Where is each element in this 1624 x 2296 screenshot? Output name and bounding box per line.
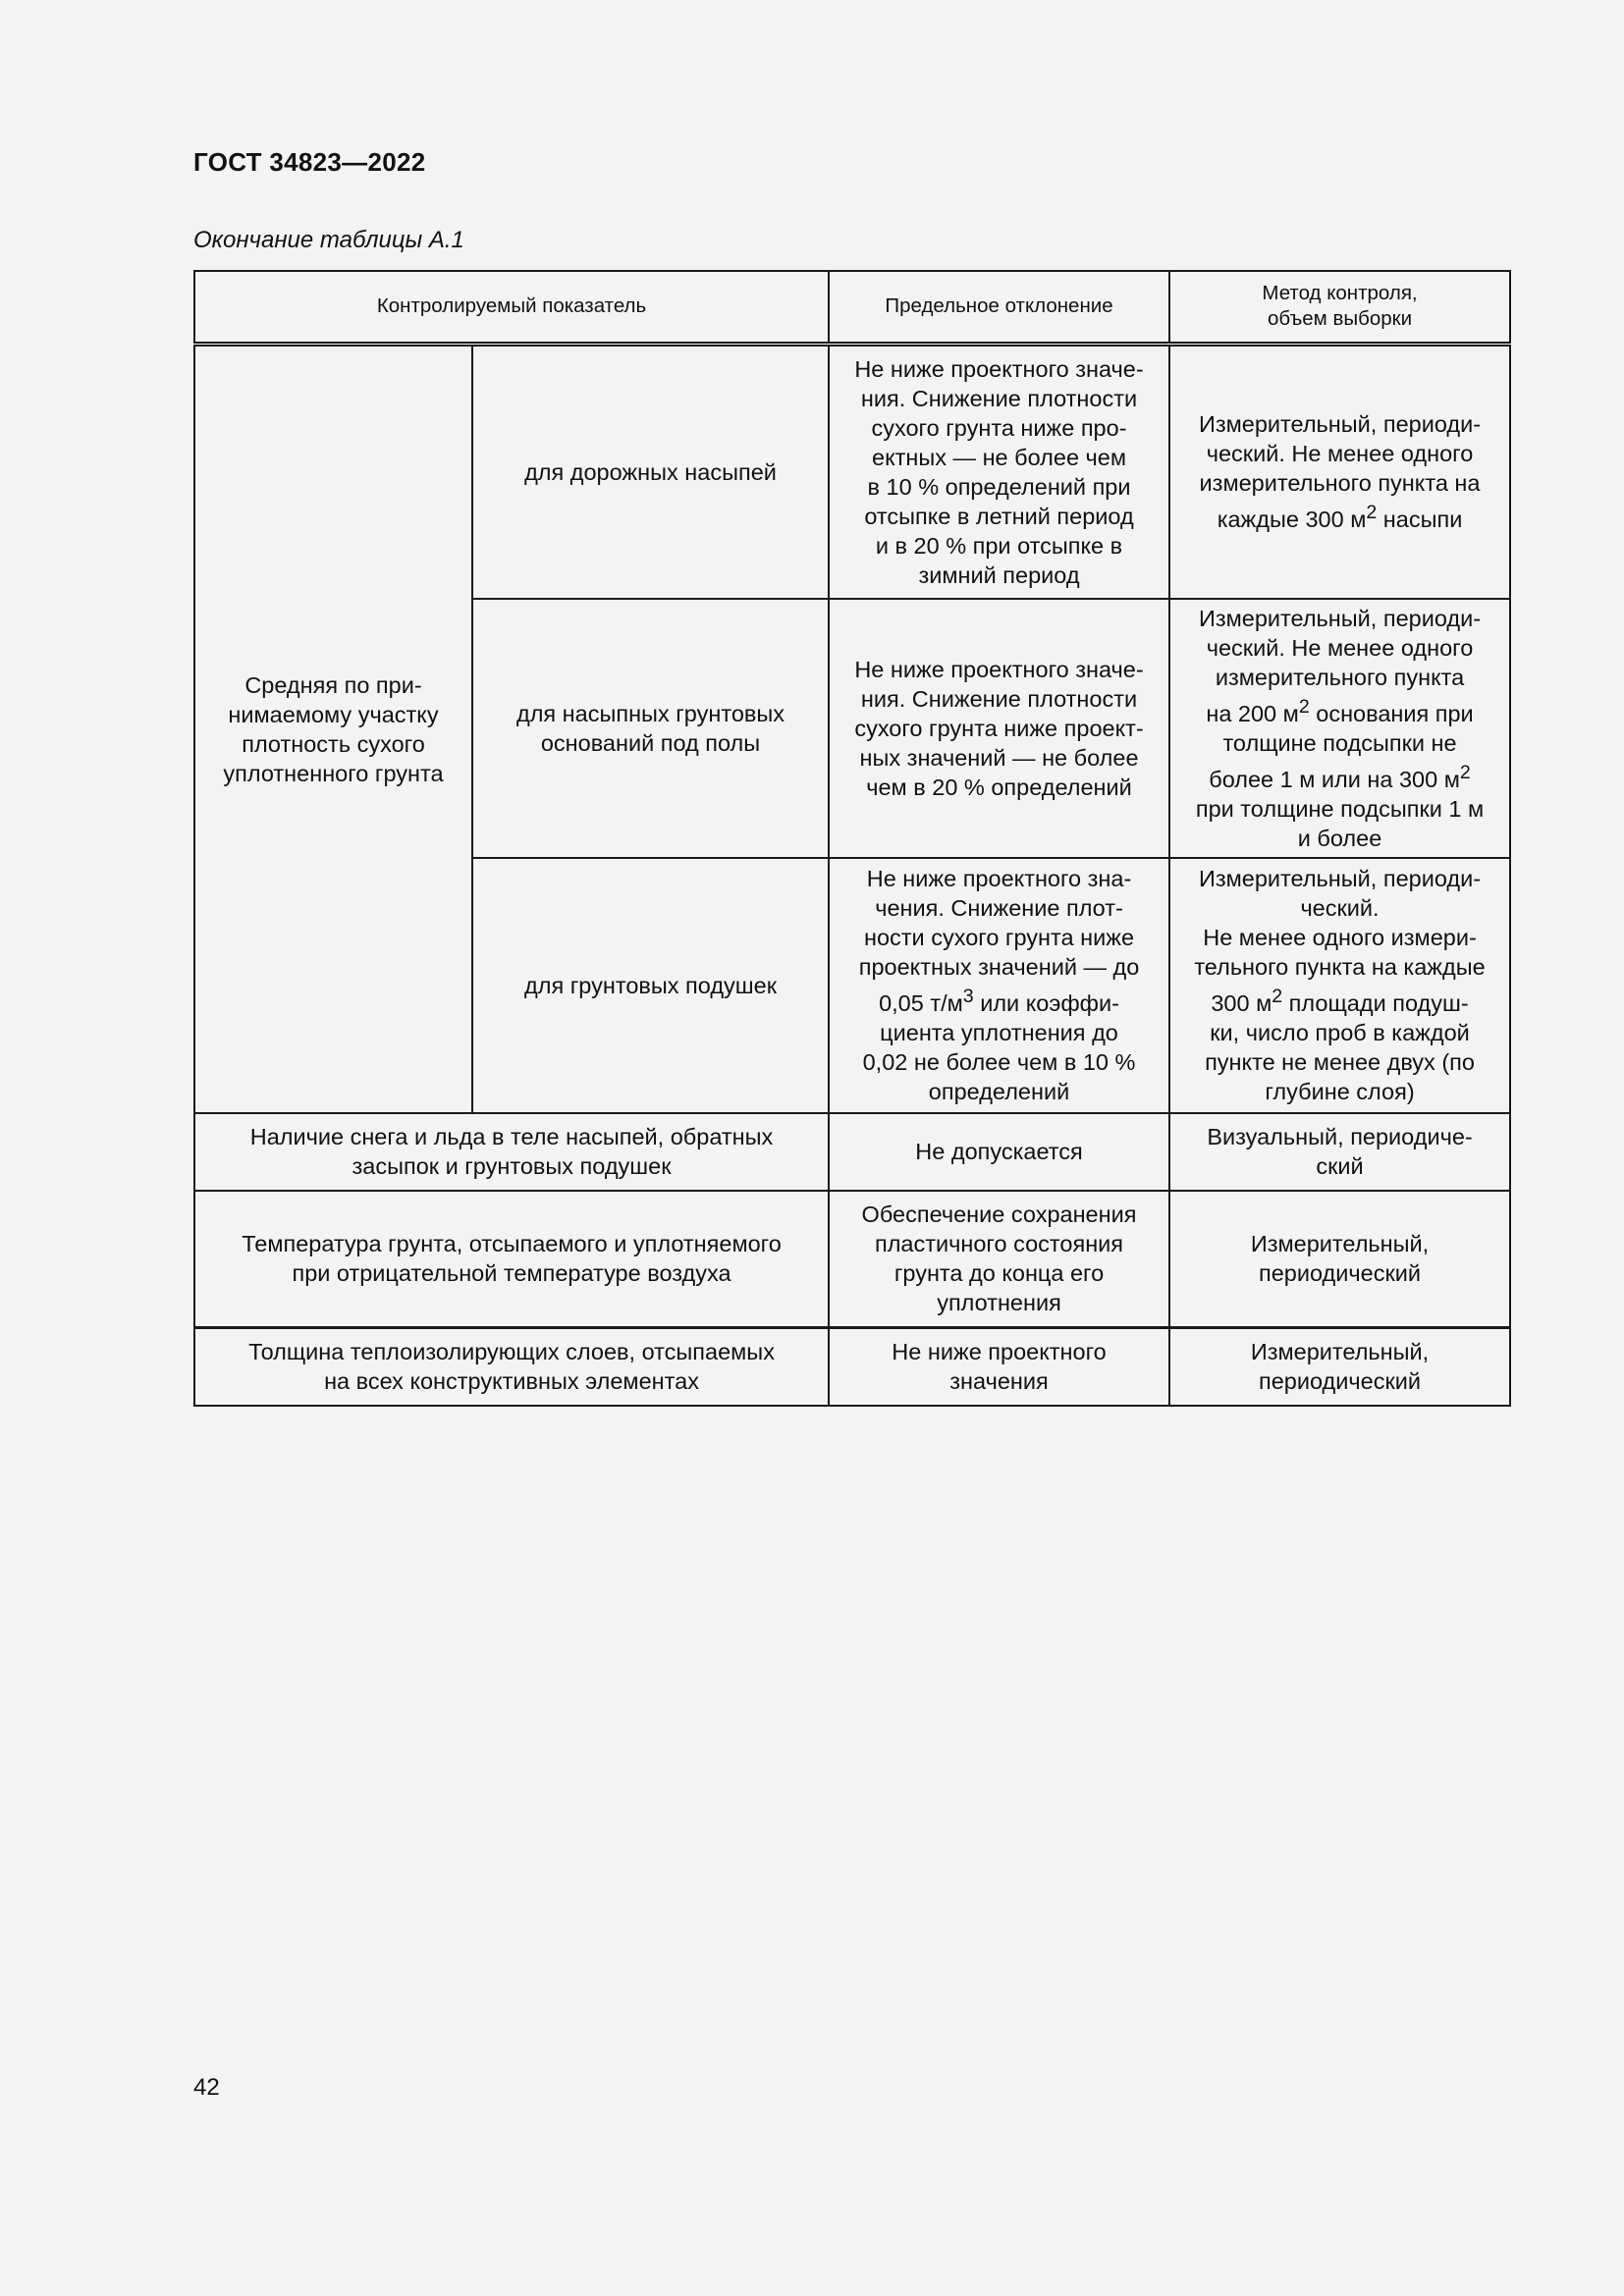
indicator-line: Средняя по при-: [244, 671, 422, 698]
method-line: ки, число проб в каждой: [1210, 1020, 1470, 1046]
method-line: измерительного пункта на: [1199, 470, 1481, 497]
indicator-line: Наличие снега и льда в теле насыпей, обратных: [249, 1124, 774, 1150]
deviation-line: 0,05 т/м: [879, 990, 963, 1017]
method-line: ский: [1316, 1153, 1364, 1180]
indicator-line: засыпок и грунтовых подушек: [352, 1153, 672, 1180]
superscript: 2: [1272, 986, 1283, 1008]
deviation-line: ных значений — не более: [859, 744, 1139, 771]
indicator-line: Температура грунта, отсыпаемого и уплотняемого: [242, 1231, 782, 1257]
deviation-line: ния. Снижение плотности: [860, 685, 1138, 712]
deviation-line: Не ниже проектного значе-: [854, 355, 1144, 382]
subindicator-line: оснований под полы: [540, 729, 761, 756]
method-line: при толщине подсыпки 1 м: [1195, 795, 1485, 822]
method-cell: [1169, 599, 1510, 858]
deviation-line: сухого грунта ниже про-: [871, 414, 1127, 441]
subindicator-cell: [472, 858, 829, 1113]
density-indicator-cell: [194, 344, 472, 1113]
deviation-cell: [829, 1191, 1169, 1328]
document-header: ГОСТ 34823—2022: [193, 147, 426, 177]
method-line: Измерительный,: [1250, 1231, 1430, 1257]
deviation-line: чем в 20 % определений: [866, 774, 1132, 800]
superscript: 2: [1366, 502, 1378, 524]
method-line: глубине слоя): [1265, 1079, 1415, 1105]
requirements-table: [193, 270, 1511, 1407]
deviation-line: определений: [928, 1079, 1070, 1105]
method-line: измерительного пункта: [1215, 665, 1465, 690]
indicator-line: нимаемому участку: [228, 701, 439, 727]
method-line: толщине подсыпки не: [1222, 729, 1457, 756]
indicator-line: при отрицательной температуре воздуха: [292, 1260, 731, 1287]
table-header-row: [194, 271, 1510, 344]
deviation-line: Не ниже проектного зна-: [866, 866, 1132, 892]
method-line: тельного пункта на каждые: [1194, 954, 1486, 981]
indicator-line: на всех конструктивных элементах: [324, 1368, 699, 1395]
deviation-line: ности сухого грунта ниже: [864, 925, 1135, 951]
header-indicator: Контролируемый показатель: [194, 271, 829, 344]
deviation-line: пластичного состояния: [874, 1231, 1124, 1257]
method-line: площади подуш-: [1282, 990, 1469, 1017]
page-number: 42: [193, 2074, 220, 2101]
superscript: 3: [962, 986, 974, 1008]
subindicator-line: для насыпных грунтовых: [515, 700, 785, 726]
method-line: Визуальный, периодиче-: [1207, 1124, 1473, 1150]
deviation-cell: [829, 858, 1169, 1113]
deviation-line: 0,02 не более чем в 10 %: [862, 1049, 1136, 1076]
method-line: насыпи: [1377, 507, 1463, 533]
table-row: [194, 344, 1510, 599]
deviation-line: уплотнения: [937, 1290, 1061, 1316]
deviation-line: сухого грунта ниже проект-: [854, 715, 1144, 741]
table-row: [194, 1328, 1510, 1406]
method-line: Измерительный, периоди-: [1198, 411, 1482, 438]
table-row: [194, 1191, 1510, 1328]
deviation-line: Обеспечение сохранения: [861, 1201, 1137, 1228]
deviation-line: Не допускается: [915, 1139, 1083, 1165]
header-method-line: Метод контроля,: [1262, 282, 1418, 305]
method-cell: [1169, 344, 1510, 599]
deviation-line: Не ниже проектного: [892, 1339, 1107, 1365]
method-line: ческий. Не менее одного: [1206, 441, 1474, 467]
method-line: и более: [1297, 825, 1382, 851]
method-line: Не менее одного измери-: [1203, 925, 1477, 951]
deviation-cell: [829, 1113, 1169, 1191]
indicator-line: Толщина теплоизолирующих слоев, отсыпаемых: [248, 1339, 775, 1365]
header-method: [1169, 271, 1510, 344]
deviation-line: и в 20 % при отсыпке в: [875, 532, 1123, 559]
header-deviation: Предельное отклонение: [829, 271, 1169, 344]
method-line: ческий.: [1300, 895, 1380, 922]
deviation-line: зимний период: [918, 561, 1080, 588]
superscript: 2: [1459, 761, 1471, 783]
subindicator-cell: [472, 344, 829, 599]
method-cell: [1169, 858, 1510, 1113]
method-line: на 200 м: [1206, 700, 1299, 726]
subindicator-cell: [472, 599, 829, 858]
deviation-line: значения: [949, 1368, 1049, 1395]
method-line: Измерительный,: [1250, 1339, 1430, 1365]
deviation-line: отсыпке в летний период: [864, 503, 1134, 529]
indicator-cell: [194, 1113, 829, 1191]
deviation-line: ния. Снижение плотности: [860, 385, 1138, 411]
deviation-cell: [829, 599, 1169, 858]
method-line: основания при: [1309, 700, 1474, 726]
deviation-line: циента уплотнения до: [880, 1020, 1118, 1046]
indicator-cell: [194, 1191, 829, 1328]
superscript: 2: [1298, 696, 1310, 718]
method-cell: [1169, 1113, 1510, 1191]
method-line: каждые 300 м: [1217, 507, 1367, 533]
header-method-line: объем выборки: [1267, 307, 1413, 331]
subindicator-line: для дорожных насыпей: [524, 458, 777, 485]
indicator-line: уплотненного грунта: [223, 760, 444, 786]
method-cell: [1169, 1328, 1510, 1406]
subindicator-line: для грунтовых подушек: [524, 972, 777, 998]
deviation-cell: [829, 344, 1169, 599]
method-line: более 1 м или на 300 м: [1209, 766, 1460, 792]
method-line: Измерительный, периоди-: [1198, 866, 1482, 892]
deviation-line: проектных значений — до: [858, 954, 1140, 981]
table-row: [194, 1113, 1510, 1191]
indicator-cell: [194, 1328, 829, 1406]
method-line: 300 м: [1211, 990, 1272, 1017]
method-line: периодический: [1259, 1368, 1421, 1395]
method-cell: [1169, 1191, 1510, 1328]
deviation-line: чения. Снижение плот-: [875, 895, 1123, 922]
method-line: пункте не менее двух (по: [1205, 1049, 1475, 1076]
deviation-line: или коэффи-: [973, 990, 1119, 1017]
method-line: ческий. Не менее одного: [1206, 635, 1474, 661]
deviation-line: в 10 % определений при: [867, 473, 1131, 500]
deviation-line: Не ниже проектного значе-: [854, 656, 1144, 682]
deviation-line: грунта до конца его: [893, 1260, 1105, 1287]
table-caption: Окончание таблицы А.1: [193, 227, 464, 253]
indicator-line: плотность сухого: [242, 730, 425, 757]
method-line: Измерительный, периоди-: [1198, 606, 1482, 631]
method-line: периодический: [1259, 1260, 1421, 1287]
deviation-line: ектных — не более чем: [872, 444, 1127, 470]
deviation-cell: [829, 1328, 1169, 1406]
